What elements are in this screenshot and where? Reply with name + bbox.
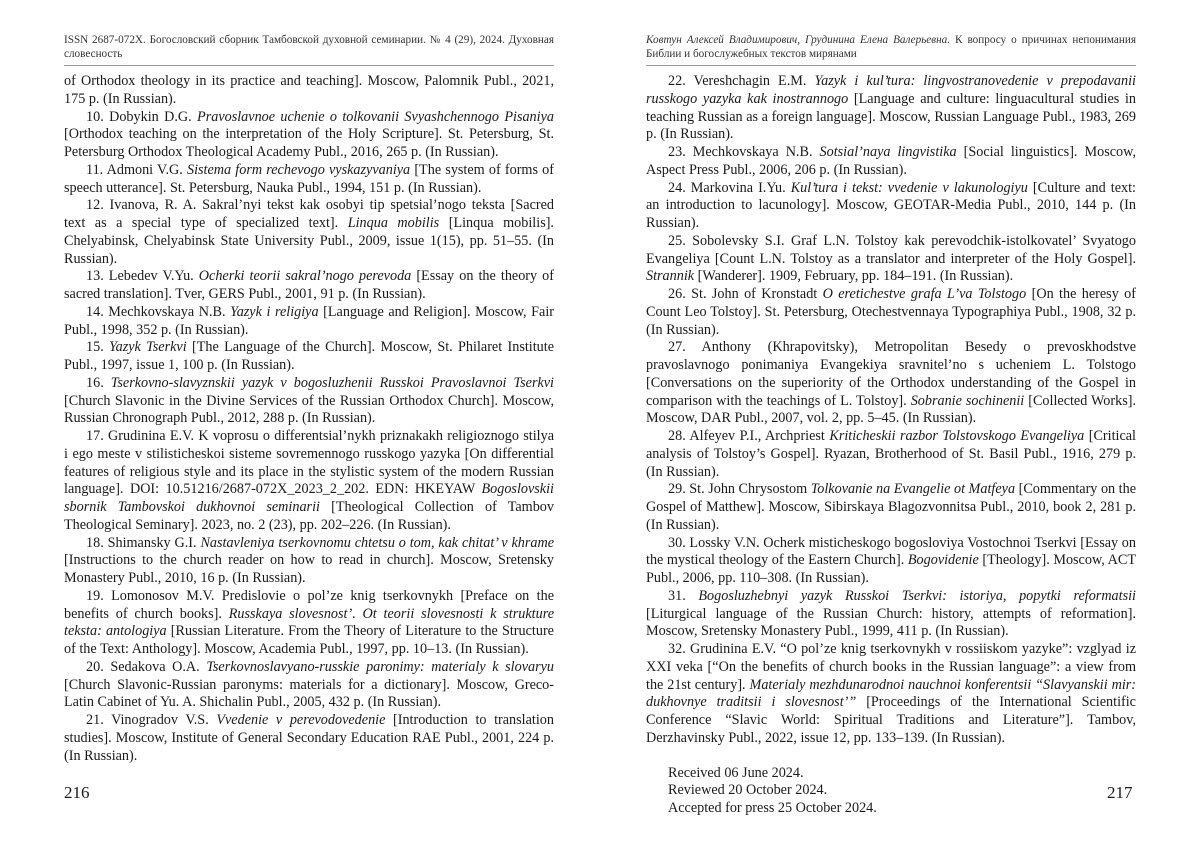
reference-text: 21. Vinogradov V.S. xyxy=(86,712,217,728)
reference-title: Vvedenie v perevodovedenie xyxy=(216,712,386,728)
reference-text: 13. Lebedev V.Yu. xyxy=(86,268,199,285)
reference-item xyxy=(646,339,1136,428)
reference-text: 18. Shimansky G.I. xyxy=(86,534,201,551)
reference-text: [Orthodox teaching on the interpretation of the Holy Scripture]. St. Petersburg, St. Petersburg Orthodox Theological Academy Publ., 2016, 265 p. (In Russian). xyxy=(64,126,554,160)
reference-text: 20. Sedakova O.A. xyxy=(86,658,207,675)
reference-text: [Church Slavonic-Russian paronyms: materials for a dictionary]. Moscow, Greco-Latin Cabinet of Yu. A. Shichalin Publ., 2005, 432 p. (In Russian). xyxy=(64,676,554,711)
reference-item xyxy=(64,109,554,162)
reference-title: Kul’tura i tekst: vvedenie v lakunologiyu xyxy=(790,179,1028,196)
reference-text: [On the heresy of Count Leo Tolstoy]. St. Petersburg, Otechestvennaya Typographiya Publ., 1908, 32 p. (In Russian). xyxy=(646,286,1136,338)
reference-item xyxy=(646,481,1136,534)
reference-title: Materialy mezhdunarodnoi nauchnoi konferentsii “Slavyanskii mir: dukhovnye traditsii i slovesnost’” xyxy=(646,676,1137,711)
reference-title: Ocherki teorii sakral’nogo perevoda xyxy=(198,268,412,285)
reference-title: Nastavleniya tserkovnomu chtetsu o tom, kak chitat’ v khrame xyxy=(200,534,554,551)
article-date: Received 06 June 2024. xyxy=(668,764,804,781)
header-article-title: К вопросу о причинах непонимания Библии и богослужебных текстов мирянами xyxy=(646,34,1136,60)
reference-item xyxy=(64,162,554,198)
reference-text: 11. Admoni V.G. xyxy=(86,161,187,178)
reference-text: 27. Anthony (Khrapovitsky), Metropolitan Besedy o prevoskhodstve pravoslavnogo ponimaniya Evangekiya sravnitel’no s ucheniem L. Tolstogo [Conversations on the superiority of the Orthodox understanding of the Gospel in comparison with the teachings of L. Tolstoy]. xyxy=(646,339,1136,409)
reference-text: [Church Slavonic in the Divine Services of the Russian Orthodox Church]. Moscow, Russian Chronograph Publ., 2012, 288 p. (In Russian). xyxy=(64,392,554,427)
running-header: ISSN 2687-072X. Богословский сборник Тамбовской духовной семинарии. № 4 (29), 2024. Духовная словесность xyxy=(64,34,554,60)
reference-text: [Linqua mobilis]. Chelyabinsk, Chelyabinsk State University Publ., 2009, issue 1(15), pp. 51–55. (In Russian). xyxy=(64,215,554,267)
article-date: Reviewed 20 October 2024. xyxy=(668,782,828,799)
reference-text: [Collected Works]. Moscow, DAR Publ., 2007, vol. 2, pp. 5–45. (In Russian). xyxy=(646,392,1137,427)
reference-text: 24. Markovina I.Yu. xyxy=(668,179,791,196)
reference-text: 19. Lomonosov M.V. Predislovie o pol’ze knig tserkovnykh [Preface on the benefits of church books]. xyxy=(64,587,554,622)
reference-text: [Instructions to the church reader on how to read in church]. Moscow, Sretensky Monastery Publ., 2010, 16 p. (In Russian). xyxy=(64,552,554,586)
reference-item xyxy=(64,73,554,109)
reference-title: Bogovidenie xyxy=(907,552,979,569)
reference-list xyxy=(646,73,1136,748)
reference-item xyxy=(646,180,1136,233)
reference-title: Sistema form rechevogo vyskazyvaniya xyxy=(186,161,411,178)
reference-title: O eretichestve grafa L’va Tolstogo xyxy=(822,286,1027,302)
reference-text: 17. Grudinina E.V. K voprosu o differentsial’nykh priznakakh religioznogo stilya i ego meste v stilisticheskoi sisteme sovremennogo russkogo yazyka [On differential features of religious style and its place in the stylistic system of the modern Russian language]. DOI: 10.51216/2687-072X_2023_2_202. EDN: HKEYAW xyxy=(64,428,554,498)
reference-title: Tserkovnoslavyano-russkie paronimy: materialy k slovaryu xyxy=(206,658,555,675)
reference-title: Yazyk Tserkvi xyxy=(109,339,187,356)
reference-item xyxy=(646,535,1136,588)
header-authors: Ковтун Алексей Владимирович, Грудинина Елена Валерьевна. xyxy=(646,34,951,46)
reference-item xyxy=(64,197,554,268)
reference-item xyxy=(646,588,1136,641)
reference-text: [Essay on the theory of sacred translation]. Tver, GERS Publ., 2001, 91 p. (In Russian). xyxy=(64,268,554,302)
reference-list xyxy=(64,73,554,765)
header-divider xyxy=(64,65,554,66)
reference-text: [The system of forms of speech utterance]. St. Petersburg, Nauka Publ., 1994, 151 p. (In Russian). xyxy=(64,161,554,196)
reference-item xyxy=(646,73,1136,144)
reference-item xyxy=(64,535,554,588)
reference-item xyxy=(64,428,554,535)
reference-text: [Liturgical language of the Russian Church: history, attempts of reformation]. Moscow, Sretensky Monastery Publ., 1999, 411 p. (In Russian). xyxy=(646,605,1136,640)
reference-title: Kriticheskii razbor Tolstovskogo Evangeliya xyxy=(829,428,1085,444)
reference-text: [Language and culture: linguacultural studies in teaching Russian as a foreign language]. Moscow, Russian Language Publ., 1983, 269 p. (In Russian). xyxy=(646,90,1136,143)
reference-text: 31. xyxy=(668,587,699,604)
reference-text: 23. Mechkovskaya N.B. xyxy=(668,144,820,160)
reference-text: 10. Dobykin D.G. xyxy=(86,108,198,125)
reference-item xyxy=(646,233,1136,286)
reference-item xyxy=(646,428,1136,481)
page-number: 216 xyxy=(64,783,90,802)
reference-text: 22. Vereshchagin E.M. xyxy=(668,73,815,89)
reference-text: [The Language of the Church]. Moscow, St. Philaret Institute Publ., 1997, issue 1, 100 p. (In Russian). xyxy=(64,339,554,373)
reference-text: [Language and Religion]. Moscow, Fair Publ., 1998, 352 p. (In Russian). xyxy=(64,303,554,338)
reference-text: 25. Sobolevsky S.I. Graf L.N. Tolstoy kak perevodchik-istolkovatel’ Svyatogo Evangeliya [Count L.N. Tolstoy as a translator and interpreter of the Holy Gospel]. xyxy=(646,232,1136,267)
reference-text: [Introduction to translation studies]. Moscow, Institute of General Secondary Education RAE Publ., 2001, 224 p. (In Russian). xyxy=(64,712,554,764)
reference-text: [Wanderer]. 1909, February, pp. 184–191. (In Russian). xyxy=(694,268,1014,285)
reference-item xyxy=(646,286,1136,339)
reference-text: [Russian Literature. From the Theory of Literature to the Structure of the Text: Anthology]. Moscow, Academia Publ., 1997, pp. 10–13. (In Russian). xyxy=(64,623,554,657)
reference-text: 16. xyxy=(86,374,111,391)
reference-title: Tserkovno-slavyznskii yazyk v bogosluzhenii Russkoi Pravoslavnoi Tserkvi xyxy=(110,374,555,391)
reference-title: Sotsial’naya lingvistika xyxy=(819,144,957,160)
reference-item xyxy=(64,304,554,340)
reference-title: Strannik xyxy=(646,268,695,285)
reference-text: 12. Ivanova, R. A. Sakral’nyi tekst kak osobyi tip spetsial’nogo teksta [Sacred text as a special type of specialized text]. xyxy=(64,197,554,231)
reference-text: 29. St. John Chrysostom xyxy=(668,481,811,498)
reference-text: [Theology]. Moscow, ACT Publ., 2006, pp. 110–308. (In Russian). xyxy=(646,552,1136,586)
left-page xyxy=(64,0,554,765)
reference-item xyxy=(64,659,554,712)
article-date: Accepted for press 25 October 2024. xyxy=(668,800,877,816)
reference-text: 15. xyxy=(86,339,110,356)
reference-title: Tolkovanie na Evangelie ot Matfeya xyxy=(810,481,1016,498)
header-divider xyxy=(646,65,1136,66)
reference-item xyxy=(64,588,554,659)
page-number: 217 xyxy=(1107,783,1133,802)
reference-title: Sobranie sochinenii xyxy=(910,392,1025,409)
reference-title: Bogoslovskii sbornik Tambovskoi dukhovnoi seminarii xyxy=(64,481,554,515)
reference-title: Linqua mobilis xyxy=(347,215,440,231)
reference-title: Russkaya slovesnost’. Ot teorii slovesnosti k strukture teksta: antologiya xyxy=(64,605,554,640)
reference-title: Yazyk i religiya xyxy=(230,303,319,320)
right-page xyxy=(646,0,1136,818)
reference-text: [Theological Collection of Tambov Theological Seminary]. 2023, no. 2 (23), pp. 202–226. (In Russian). xyxy=(64,499,554,533)
reference-text: 32. Grudinina E.V. “O pol’ze knig tserkovnykh v rossiiskom yazyke”: vzglyad iz XXI veka [“On the benefits of church books in the Russian language”: a view from the 21st century]. xyxy=(646,641,1136,693)
reference-text: 14. Mechkovskaya N.B. xyxy=(86,303,231,320)
reference-item xyxy=(646,641,1136,748)
running-header xyxy=(646,0,1136,63)
reference-text: [Culture and text: an introduction to lacunology]. Moscow, GEOTAR-Media Publ., 2010, 144 p. (In Russian). xyxy=(646,179,1137,231)
reference-title: Bogosluzhebnyi yazyk Russkoi Tserkvi: istoriya, popytki reformatsii xyxy=(698,587,1137,604)
reference-text: [Critical analysis of Tolstoy’s Gospel]. Ryazan, Brotherhood of St. Basil Publ., 1916, 279 p. (In Russian). xyxy=(646,428,1137,480)
reference-title: Yazyk i kul’tura: lingvostranovedenie v prepodavanii russkogo yazyka kak inostrannogo xyxy=(646,73,1136,107)
reference-text: 26. St. John of Kronstadt xyxy=(668,286,823,302)
reference-title: Pravoslavnoe uchenie o tolkovanii Svyashchennogo Pisaniya xyxy=(197,108,554,125)
reference-text: [Proceedings of the International Scientific Conference “Slavic World: Spiritual Traditions and Literature”]. Tambov, Derzhavinsky Publ., 2022, issue 12, pp. 133–139. (In Russian). xyxy=(646,694,1136,746)
reference-item xyxy=(64,375,554,428)
reference-text: of Orthodox theology in its practice and teaching]. Moscow, Palomnik Publ., 2021, 175 p. (In Russian). xyxy=(64,73,554,107)
article-dates xyxy=(646,765,1136,818)
reference-item xyxy=(64,268,554,304)
reference-text: [Commentary on the Gospel of Matthew]. Moscow, Sibirskaya Blagozvonnitsa Publ., 2010, book 2, 281 p. (In Russian). xyxy=(646,481,1137,533)
reference-item xyxy=(646,144,1136,180)
reference-item xyxy=(64,339,554,375)
reference-item xyxy=(64,712,554,765)
reference-text: 30. Lossky V.N. Ocherk misticheskogo bogosloviya Vostochnoi Tserkvi [Essay on the mystical theology of the Eastern Church]. xyxy=(646,534,1136,569)
reference-text: [Social linguistics]. Moscow, Aspect Press Publ., 2006, 206 p. (In Russian). xyxy=(646,144,1136,178)
reference-text: 28. Alfeyev P.I., Archpriest xyxy=(668,428,830,444)
